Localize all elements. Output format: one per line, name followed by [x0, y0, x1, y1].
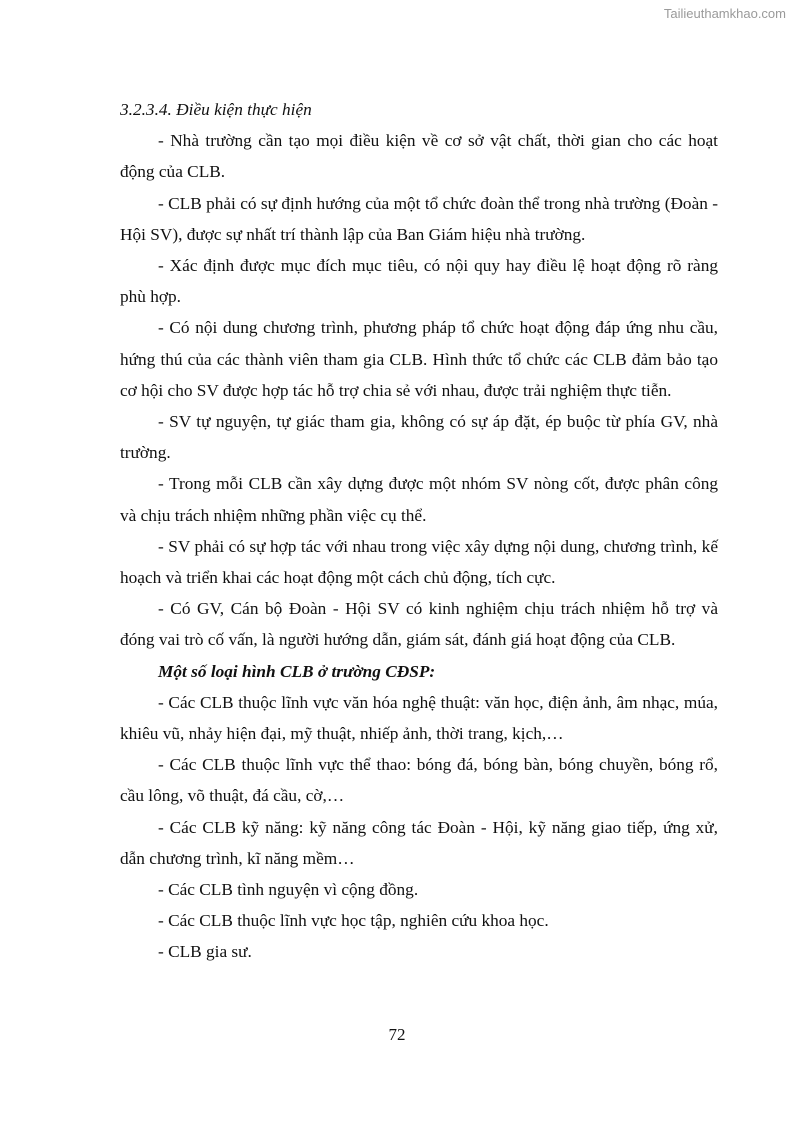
paragraph: - SV phải có sự hợp tác với nhau trong việc xây dựng nội dung, chương trình, kế hoạch và triển khai các hoạt động một cách chủ động, tích cực.	[120, 536, 718, 588]
paragraph: - Có nội dung chương trình, phương pháp tổ chức hoạt động đáp ứng nhu cầu, hứng thú của các thành viên tham gia CLB. Hình thức tổ chức các CLB đảm bảo tạo cơ hội cho SV được hợp tác hỗ trợ chia sẻ với nhau, được trải nghiệm thực tiễn.	[120, 318, 718, 400]
list-item: - Các CLB thuộc lĩnh vực văn hóa nghệ thuật: văn học, điện ảnh, âm nhạc, múa, khiêu vũ, nhảy hiện đại, mỹ thuật, nhiếp ảnh, thời trang, kịch,…	[120, 692, 718, 744]
paragraph: - Trong mỗi CLB cần xây dựng được một nhóm SV nòng cốt, được phân công và chịu trách nhiệm những phần việc cụ thể.	[120, 474, 718, 525]
list-item: - CLB gia sư.	[158, 942, 252, 962]
watermark: Tailieuthamkhao.com	[663, 6, 786, 21]
page-body	[120, 94, 718, 968]
paragraph: - Nhà trường cần tạo mọi điều kiện về cơ sở vật chất, thời gian cho các hoạt động của CLB.	[120, 131, 718, 182]
list-item: - Các CLB kỹ năng: kỹ năng công tác Đoàn - Hội, kỹ năng giao tiếp, ứng xử, dẫn chương trình, kĩ năng mềm…	[120, 817, 718, 868]
page-number: 72	[388, 1025, 406, 1044]
paragraph: - Có GV, Cán bộ Đoàn - Hội SV có kinh nghiệm chịu trách nhiệm hỗ trợ và đóng vai trò cố vấn, là người hướng dẫn, giám sát, đánh giá hoạt động của CLB.	[120, 599, 718, 650]
paragraph: - Xác định được mục đích mục tiêu, có nội quy hay điều lệ hoạt động rõ ràng phù hợp.	[120, 256, 718, 307]
list-item: - Các CLB thuộc lĩnh vực học tập, nghiên cứu khoa học.	[158, 911, 549, 931]
subheading: Một số loại hình CLB ở trường CĐSP:	[158, 661, 436, 681]
paragraph: - CLB phải có sự định hướng của một tổ chức đoàn thể trong nhà trường (Đoàn - Hội SV), được sự nhất trí thành lập của Ban Giám hiệu nhà trường.	[120, 193, 718, 244]
list-item: - Các CLB thuộc lĩnh vực thể thao: bóng đá, bóng bàn, bóng chuyền, bóng rổ, cầu lông, võ thuật, đá cầu, cờ,…	[120, 755, 718, 806]
section-heading: 3.2.3.4. Điều kiện thực hiện	[120, 100, 312, 119]
paragraph: - SV tự nguyện, tự giác tham gia, không có sự áp đặt, ép buộc từ phía GV, nhà trường.	[120, 412, 718, 463]
list-item: - Các CLB tình nguyện vì cộng đồng.	[158, 880, 419, 900]
